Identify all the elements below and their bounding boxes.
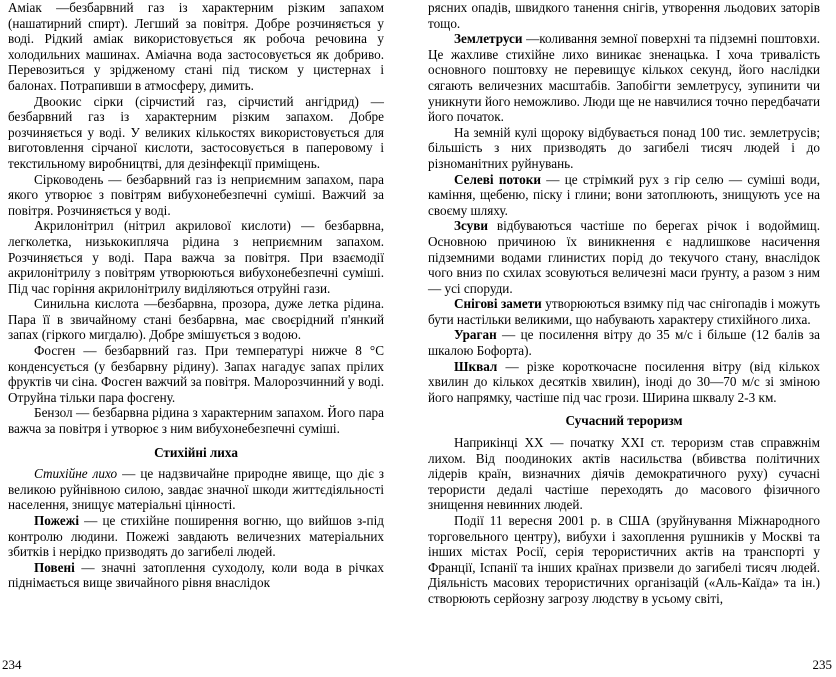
paragraph bbox=[428, 172, 820, 219]
paragraph-text: Фосген — безбарвний газ. При температурі нижче 8 °С конденсується (у безбарвну рідину). Запах нагадує запах прілих фруктів чи сіна. Фосген важчий за повітря. Малорозчинний у воді. Отруйна тільки пара фосгену. bbox=[8, 343, 384, 405]
paragraph bbox=[428, 327, 820, 358]
section-heading: Сучасний тероризм bbox=[565, 413, 683, 429]
left-page-text bbox=[8, 0, 384, 591]
paragraph bbox=[8, 466, 384, 513]
term-bold: Снігові замети bbox=[454, 296, 542, 312]
paragraph bbox=[428, 0, 820, 31]
paragraph-text: Аміак —безбарвний газ із характерним різким запахом (нашатирний спирт). Легший за повітря. Добре розчиняється у воді. Рідкий аміак використовується як робоча речовина у холодильних машинах. Аміачна вода застосовується як добриво. Перевозиться у зрідженому стані під тиском у цистернах і балонах. Потрапивши в атмосферу, димить. bbox=[8, 0, 384, 93]
paragraph-text: Наприкінці XX — початку XXI ст. тероризм став справжнім лихом. Від поодиноких актів насильства (вбивства політичних лідерів країн, визначних діячів демократичного руху) сучасні терористи дедалі частіше переходять до масового фізичного знищення невинних людей. bbox=[428, 435, 820, 513]
paragraph bbox=[428, 31, 820, 125]
paragraph bbox=[8, 296, 384, 343]
right-page-text bbox=[428, 0, 820, 607]
paragraph-text: утворюються взимку під час снігопадів і можуть бути настільки великими, що набувають характеру стихійного лиха. bbox=[428, 296, 820, 327]
term-italic: Стихійне лихо bbox=[34, 466, 118, 482]
paragraph-text: Бензол — безбарвна рідина з характерним запахом. Його пара важча за повітря і утворює з ним вибухонебезпечні суміші. bbox=[8, 405, 384, 437]
term-bold: Селеві потоки bbox=[454, 171, 541, 187]
paragraph bbox=[8, 172, 384, 219]
left-page-number: 234 bbox=[2, 657, 22, 672]
paragraph-text: — це стихійне поширення вогню, що вийшов з-під контролю людини. Пожежі завдають величезних матеріальних збитків і нерідко призводять до загибелі людей. bbox=[8, 513, 384, 560]
paragraph bbox=[8, 560, 384, 591]
paragraph-text: Синильна кислота —безбарвна, прозора, дуже летка рідина. Пара її в звичайному стані безбарвна, має своєрідний п'янкий запах (гіркого мигдалю). Добре змішується з водою. bbox=[8, 296, 384, 343]
paragraph-text: — це посилення вітру до 35 м/с і більше (12 балів за шкалою Бофорта). bbox=[428, 327, 820, 359]
section-heading: Стихійні лиха bbox=[154, 444, 238, 460]
paragraph bbox=[8, 513, 384, 560]
paragraph-text: рясних опадів, швидкого танення снігів, утворення льодових заторів тощо. bbox=[428, 0, 820, 31]
term-bold: Зсуви bbox=[454, 218, 488, 234]
paragraph bbox=[428, 218, 820, 296]
paragraph bbox=[8, 218, 384, 296]
paragraph-text: Двоокис сірки (сірчистий газ, сірчистий ангідрид) — безбарвний газ із характерним різким запахом. Добре розчиняється у воді. У великих кількостях використовується для виготовлення сірчаної кислоти, застосовується в паперовому і текстильному виробництві, для дезінфекції приміщень. bbox=[8, 93, 384, 171]
paragraph-text: — різке короткочасне посилення вітру (від кількох хвилин до кількох десятків хвилин), іноді до 30—70 м/с зі зміною його напрямку, частіше під час грози. Ширина шквалу 2-3 км. bbox=[428, 358, 820, 405]
paragraph-text: Сірководень — безбарвний газ із неприємним запахом, пара якого утворює з повітрям вибухонебезпечні суміші. Важчий за повітря. Розчиняється у воді. bbox=[8, 171, 384, 218]
paragraph bbox=[428, 513, 820, 607]
paragraph-text: відбуваються частіше по берегах річок і водоймищ. Основною причиною їх виникнення є надлишкове насичення підземними водами глинистих порід до текучого стану, внаслідок чого вниз по схилах зсовуються величезні маси ґрунту, а разом з ним — усі споруди. bbox=[428, 218, 820, 296]
term-bold: Шквал bbox=[454, 358, 498, 374]
paragraph bbox=[428, 359, 820, 406]
paragraph-text: Події 11 вересня 2001 р. в США (зруйнування Міжнародного торговельного центру), вибухи і захоплення рушників у Москві та інших містах Росії, серія терористичних актів на транспорті у Франції, Іспанії та інших країнах призвели до загибелі тисяч людей. Діяльність масових терористичних організацій («Аль-Каїда» та ін.) створюють серйозну загрозу людству в усьому світі, bbox=[428, 513, 820, 606]
paragraph bbox=[8, 343, 384, 405]
paragraph-text: На земній кулі щороку відбувається понад 100 тис. землетрусів; більшість з них призводять до загибелі тисяч людей і до різноманітних руйнувань. bbox=[428, 124, 820, 171]
paragraph bbox=[8, 405, 384, 436]
paragraph-text: — це стрімкий рух з гір селю — суміші води, каміння, щебеню, піску і глини; вони затоплюють, знищують усе на своєму шляху. bbox=[428, 171, 820, 218]
paragraph-text: — це надзвичайне природне явище, що діє з великою руйнівною силою, завдає значної шкоди життєдіяльності населення, знищує матеріальні цінності. bbox=[8, 466, 384, 513]
term-bold: Ураган bbox=[454, 327, 497, 343]
paragraph bbox=[8, 94, 384, 172]
paragraph bbox=[428, 296, 820, 327]
paragraph-text: Акрилонітрил (нітрил акрилової кислоти) — безбарвна, легколетка, низькокипляча рідина з неприємним запахом. Розчиняється у воді. Пара важча за повітря. При взаємодії акрилонітрилу з повітрям утворюються вибухонебезпечні суміші. Під час горіння акрилонітрилу виділяються отруйні гази. bbox=[8, 218, 384, 296]
paragraph-text: —коливання земної поверхні та підземні поштовхи. Це жахливе стихійне лихо виникає зненацька. І хоча тривалість основного поштовху не перевищує кількох секунд, його наслідки сягають величезних масштабів. Запобігти землетрусу, зупинити чи уникнути його неможливо. Люди ще не навчилися точно передбачати його початок. bbox=[428, 31, 820, 125]
paragraph bbox=[428, 435, 820, 513]
paragraph bbox=[8, 0, 384, 94]
paragraph bbox=[428, 125, 820, 172]
right-page-number: 235 bbox=[812, 657, 832, 672]
term-bold: Пожежі bbox=[34, 513, 79, 528]
term-bold: Землетруси bbox=[454, 31, 523, 47]
term-bold: Повені bbox=[34, 559, 75, 575]
paragraph-text: — значні затоплення суходолу, коли вода в річках піднімається вище звичайного рівня внаслідок bbox=[8, 559, 384, 591]
